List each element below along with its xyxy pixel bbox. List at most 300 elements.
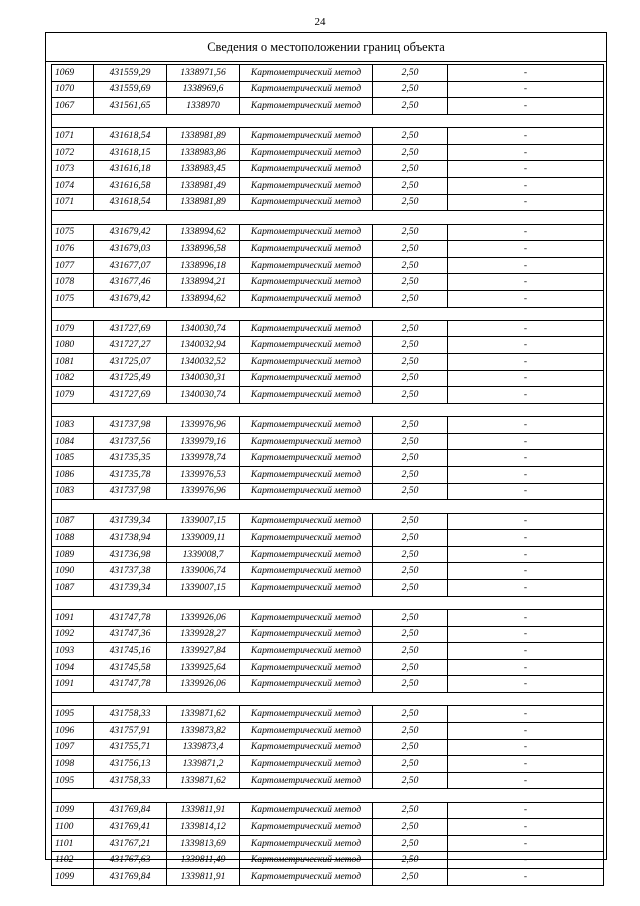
accuracy-cell: 2,50	[373, 433, 448, 450]
point-number-cell: 1093	[52, 643, 94, 660]
point-number-cell: 1090	[52, 563, 94, 580]
point-number-cell: 1094	[52, 659, 94, 676]
coord-x-cell: 431747,78	[94, 609, 167, 626]
point-number-cell: 1101	[52, 835, 94, 852]
coord-y-cell: 1339873,82	[167, 722, 240, 739]
description-cell: -	[448, 579, 604, 596]
coord-y-cell: 1339976,96	[167, 483, 240, 500]
coord-y-cell: 1339008,7	[167, 546, 240, 563]
coord-y-cell: 1340032,52	[167, 354, 240, 371]
accuracy-cell: 2,50	[373, 224, 448, 241]
coord-x-cell: 431739,34	[94, 579, 167, 596]
table-row	[52, 290, 604, 307]
coord-y-cell: 1339007,15	[167, 513, 240, 530]
coord-x-cell: 431755,71	[94, 739, 167, 756]
point-number-cell: 1091	[52, 676, 94, 693]
method-cell: Картометрический метод	[240, 852, 373, 869]
coord-y-cell: 1339873,4	[167, 739, 240, 756]
method-cell: Картометрический метод	[240, 387, 373, 404]
coord-x-cell: 431758,33	[94, 772, 167, 789]
coord-x-cell: 431737,98	[94, 483, 167, 500]
coord-y-cell: 1339871,2	[167, 756, 240, 773]
table-row	[52, 354, 604, 371]
point-number-cell: 1102	[52, 852, 94, 869]
coord-y-cell: 1340030,31	[167, 370, 240, 387]
accuracy-cell: 2,50	[373, 483, 448, 500]
point-number-cell: 1095	[52, 772, 94, 789]
group-separator-row	[52, 403, 604, 416]
description-cell: -	[448, 739, 604, 756]
separator-cell	[52, 114, 604, 127]
table-row	[52, 772, 604, 789]
accuracy-cell: 2,50	[373, 626, 448, 643]
method-cell: Картометрический метод	[240, 194, 373, 211]
point-number-cell: 1081	[52, 354, 94, 371]
separator-cell	[52, 500, 604, 513]
point-number-cell: 1095	[52, 706, 94, 723]
accuracy-cell: 2,50	[373, 337, 448, 354]
coord-y-cell: 1340030,74	[167, 320, 240, 337]
description-cell: -	[448, 354, 604, 371]
point-number-cell: 1083	[52, 483, 94, 500]
table-row	[52, 706, 604, 723]
description-cell: -	[448, 676, 604, 693]
description-cell: -	[448, 659, 604, 676]
description-cell: -	[448, 546, 604, 563]
accuracy-cell: 2,50	[373, 739, 448, 756]
description-cell: -	[448, 772, 604, 789]
accuracy-cell: 2,50	[373, 659, 448, 676]
coord-y-cell: 1338996,18	[167, 257, 240, 274]
point-number-cell: 1087	[52, 513, 94, 530]
point-number-cell: 1070	[52, 81, 94, 98]
accuracy-cell: 2,50	[373, 467, 448, 484]
table-row	[52, 852, 604, 869]
point-number-cell: 1073	[52, 161, 94, 178]
method-cell: Картометрический метод	[240, 370, 373, 387]
separator-cell	[52, 692, 604, 705]
accuracy-cell: 2,50	[373, 161, 448, 178]
coord-x-cell: 431738,94	[94, 530, 167, 547]
description-cell: -	[448, 869, 604, 886]
point-number-cell: 1096	[52, 722, 94, 739]
coord-y-cell: 1339871,62	[167, 772, 240, 789]
method-cell: Картометрический метод	[240, 579, 373, 596]
point-number-cell: 1072	[52, 144, 94, 161]
table-row	[52, 643, 604, 660]
coord-y-cell: 1338981,89	[167, 128, 240, 145]
accuracy-cell: 2,50	[373, 706, 448, 723]
description-cell: -	[448, 626, 604, 643]
point-number-cell: 1099	[52, 802, 94, 819]
coord-x-cell: 431618,54	[94, 128, 167, 145]
accuracy-cell: 2,50	[373, 772, 448, 789]
method-cell: Картометрический метод	[240, 177, 373, 194]
table-row	[52, 274, 604, 291]
description-cell: -	[448, 387, 604, 404]
method-cell: Картометрический метод	[240, 241, 373, 258]
coordinates-table-body	[52, 65, 604, 886]
accuracy-cell: 2,50	[373, 756, 448, 773]
point-number-cell: 1100	[52, 819, 94, 836]
coord-x-cell: 431679,42	[94, 224, 167, 241]
table-row	[52, 65, 604, 82]
point-number-cell: 1098	[52, 756, 94, 773]
description-cell: -	[448, 274, 604, 291]
table-row	[52, 224, 604, 241]
coord-y-cell: 1338969,6	[167, 81, 240, 98]
coord-x-cell: 431739,34	[94, 513, 167, 530]
table-row	[52, 756, 604, 773]
coord-x-cell: 431747,78	[94, 676, 167, 693]
method-cell: Картометрический метод	[240, 354, 373, 371]
coord-y-cell: 1339811,91	[167, 802, 240, 819]
description-cell: -	[448, 756, 604, 773]
table-row	[52, 450, 604, 467]
description-cell: -	[448, 819, 604, 836]
description-cell: -	[448, 852, 604, 869]
table-row	[52, 144, 604, 161]
coord-x-cell: 431725,49	[94, 370, 167, 387]
description-cell: -	[448, 450, 604, 467]
coord-x-cell: 431769,84	[94, 869, 167, 886]
table-row	[52, 257, 604, 274]
description-cell: -	[448, 433, 604, 450]
table-row	[52, 194, 604, 211]
method-cell: Картометрический метод	[240, 659, 373, 676]
table-row	[52, 676, 604, 693]
coord-y-cell: 1339007,15	[167, 579, 240, 596]
table-row	[52, 869, 604, 886]
point-number-cell: 1075	[52, 290, 94, 307]
point-number-cell: 1071	[52, 194, 94, 211]
accuracy-cell: 2,50	[373, 835, 448, 852]
coord-y-cell: 1338981,49	[167, 177, 240, 194]
accuracy-cell: 2,50	[373, 609, 448, 626]
coord-y-cell: 1338970	[167, 98, 240, 115]
coord-x-cell: 431737,56	[94, 433, 167, 450]
method-cell: Картометрический метод	[240, 161, 373, 178]
accuracy-cell: 2,50	[373, 722, 448, 739]
table-row	[52, 819, 604, 836]
point-number-cell: 1083	[52, 417, 94, 434]
description-cell: -	[448, 128, 604, 145]
coord-y-cell: 1338996,58	[167, 241, 240, 258]
method-cell: Картометрический метод	[240, 756, 373, 773]
point-number-cell: 1097	[52, 739, 94, 756]
description-cell: -	[448, 417, 604, 434]
description-cell: -	[448, 65, 604, 82]
accuracy-cell: 2,50	[373, 676, 448, 693]
accuracy-cell: 2,50	[373, 65, 448, 82]
method-cell: Картометрический метод	[240, 835, 373, 852]
table-row	[52, 722, 604, 739]
point-number-cell: 1082	[52, 370, 94, 387]
coord-x-cell: 431618,15	[94, 144, 167, 161]
coord-x-cell: 431735,78	[94, 467, 167, 484]
accuracy-cell: 2,50	[373, 98, 448, 115]
coord-x-cell: 431679,03	[94, 241, 167, 258]
description-cell: -	[448, 483, 604, 500]
method-cell: Картометрический метод	[240, 144, 373, 161]
method-cell: Картометрический метод	[240, 676, 373, 693]
description-cell: -	[448, 177, 604, 194]
method-cell: Картометрический метод	[240, 467, 373, 484]
coord-x-cell: 431677,07	[94, 257, 167, 274]
description-cell: -	[448, 643, 604, 660]
table-row	[52, 128, 604, 145]
point-number-cell: 1071	[52, 128, 94, 145]
coord-y-cell: 1339976,53	[167, 467, 240, 484]
point-number-cell: 1069	[52, 65, 94, 82]
accuracy-cell: 2,50	[373, 513, 448, 530]
method-cell: Картометрический метод	[240, 417, 373, 434]
coord-y-cell: 1340030,74	[167, 387, 240, 404]
table-row	[52, 98, 604, 115]
coord-x-cell: 431757,91	[94, 722, 167, 739]
coord-x-cell: 431559,29	[94, 65, 167, 82]
coord-x-cell: 431745,58	[94, 659, 167, 676]
coord-x-cell: 431727,27	[94, 337, 167, 354]
boundary-info-frame	[45, 32, 607, 882]
coord-y-cell: 1339811,91	[167, 869, 240, 886]
coord-x-cell: 431561,65	[94, 98, 167, 115]
coord-x-cell: 431725,07	[94, 354, 167, 371]
table-row	[52, 337, 604, 354]
point-number-cell: 1084	[52, 433, 94, 450]
table-row	[52, 513, 604, 530]
description-cell: -	[448, 563, 604, 580]
point-number-cell: 1092	[52, 626, 94, 643]
coord-x-cell: 431747,36	[94, 626, 167, 643]
table-row	[52, 467, 604, 484]
method-cell: Картометрический метод	[240, 128, 373, 145]
description-cell: -	[448, 320, 604, 337]
point-number-cell: 1089	[52, 546, 94, 563]
description-cell: -	[448, 161, 604, 178]
group-separator-row	[52, 211, 604, 224]
point-number-cell: 1078	[52, 274, 94, 291]
method-cell: Картометрический метод	[240, 530, 373, 547]
section-title: Сведения о местоположении границ объекта	[46, 33, 606, 62]
accuracy-cell: 2,50	[373, 852, 448, 869]
description-cell: -	[448, 144, 604, 161]
accuracy-cell: 2,50	[373, 177, 448, 194]
coord-y-cell: 1338971,56	[167, 65, 240, 82]
coord-x-cell: 431735,35	[94, 450, 167, 467]
method-cell: Картометрический метод	[240, 819, 373, 836]
coord-x-cell: 431727,69	[94, 387, 167, 404]
accuracy-cell: 2,50	[373, 81, 448, 98]
accuracy-cell: 2,50	[373, 320, 448, 337]
method-cell: Картометрический метод	[240, 772, 373, 789]
table-row	[52, 241, 604, 258]
coord-x-cell: 431756,13	[94, 756, 167, 773]
method-cell: Картометрический метод	[240, 224, 373, 241]
method-cell: Картометрический метод	[240, 546, 373, 563]
point-number-cell: 1088	[52, 530, 94, 547]
point-number-cell: 1079	[52, 387, 94, 404]
coordinates-table	[51, 64, 604, 886]
coord-y-cell: 1338994,62	[167, 290, 240, 307]
coord-y-cell: 1339979,16	[167, 433, 240, 450]
point-number-cell: 1076	[52, 241, 94, 258]
coord-x-cell: 431767,21	[94, 835, 167, 852]
method-cell: Картометрический метод	[240, 609, 373, 626]
point-number-cell: 1085	[52, 450, 94, 467]
accuracy-cell: 2,50	[373, 241, 448, 258]
accuracy-cell: 2,50	[373, 274, 448, 291]
accuracy-cell: 2,50	[373, 563, 448, 580]
method-cell: Картометрический метод	[240, 513, 373, 530]
description-cell: -	[448, 802, 604, 819]
point-number-cell: 1075	[52, 224, 94, 241]
table-row	[52, 370, 604, 387]
coord-y-cell: 1338981,89	[167, 194, 240, 211]
coord-x-cell: 431769,84	[94, 802, 167, 819]
coord-x-cell: 431677,46	[94, 274, 167, 291]
description-cell: -	[448, 194, 604, 211]
separator-cell	[52, 403, 604, 416]
method-cell: Картометрический метод	[240, 722, 373, 739]
description-cell: -	[448, 290, 604, 307]
table-row	[52, 417, 604, 434]
point-number-cell: 1099	[52, 869, 94, 886]
method-cell: Картометрический метод	[240, 290, 373, 307]
method-cell: Картометрический метод	[240, 81, 373, 98]
coord-y-cell: 1339928,27	[167, 626, 240, 643]
method-cell: Картометрический метод	[240, 450, 373, 467]
coord-x-cell: 431736,98	[94, 546, 167, 563]
separator-cell	[52, 211, 604, 224]
table-row	[52, 483, 604, 500]
method-cell: Картометрический метод	[240, 563, 373, 580]
table-row	[52, 81, 604, 98]
accuracy-cell: 2,50	[373, 354, 448, 371]
group-separator-row	[52, 500, 604, 513]
table-row	[52, 835, 604, 852]
accuracy-cell: 2,50	[373, 643, 448, 660]
coord-y-cell: 1339871,62	[167, 706, 240, 723]
accuracy-cell: 2,50	[373, 290, 448, 307]
point-number-cell: 1087	[52, 579, 94, 596]
method-cell: Картометрический метод	[240, 433, 373, 450]
method-cell: Картометрический метод	[240, 320, 373, 337]
separator-cell	[52, 596, 604, 609]
coord-y-cell: 1339814,12	[167, 819, 240, 836]
description-cell: -	[448, 257, 604, 274]
coord-y-cell: 1338994,21	[167, 274, 240, 291]
accuracy-cell: 2,50	[373, 194, 448, 211]
group-separator-row	[52, 114, 604, 127]
coord-y-cell: 1339811,49	[167, 852, 240, 869]
point-number-cell: 1074	[52, 177, 94, 194]
accuracy-cell: 2,50	[373, 819, 448, 836]
point-number-cell: 1067	[52, 98, 94, 115]
coord-y-cell: 1339927,84	[167, 643, 240, 660]
point-number-cell: 1079	[52, 320, 94, 337]
group-separator-row	[52, 692, 604, 705]
method-cell: Картометрический метод	[240, 626, 373, 643]
point-number-cell: 1091	[52, 609, 94, 626]
accuracy-cell: 2,50	[373, 869, 448, 886]
coord-y-cell: 1339926,06	[167, 609, 240, 626]
group-separator-row	[52, 789, 604, 802]
accuracy-cell: 2,50	[373, 530, 448, 547]
point-number-cell: 1077	[52, 257, 94, 274]
description-cell: -	[448, 98, 604, 115]
accuracy-cell: 2,50	[373, 387, 448, 404]
table-row	[52, 563, 604, 580]
coord-x-cell: 431679,42	[94, 290, 167, 307]
method-cell: Картометрический метод	[240, 98, 373, 115]
accuracy-cell: 2,50	[373, 579, 448, 596]
coord-x-cell: 431769,41	[94, 819, 167, 836]
coord-y-cell: 1339976,96	[167, 417, 240, 434]
table-row	[52, 387, 604, 404]
point-number-cell: 1080	[52, 337, 94, 354]
accuracy-cell: 2,50	[373, 257, 448, 274]
method-cell: Картометрический метод	[240, 483, 373, 500]
table-row	[52, 433, 604, 450]
table-row	[52, 609, 604, 626]
page-number: 24	[314, 16, 326, 28]
coord-y-cell: 1338983,86	[167, 144, 240, 161]
coord-y-cell: 1339926,06	[167, 676, 240, 693]
separator-cell	[52, 307, 604, 320]
method-cell: Картометрический метод	[240, 643, 373, 660]
accuracy-cell: 2,50	[373, 144, 448, 161]
coord-x-cell: 431758,33	[94, 706, 167, 723]
accuracy-cell: 2,50	[373, 370, 448, 387]
description-cell: -	[448, 722, 604, 739]
coord-x-cell: 431737,38	[94, 563, 167, 580]
description-cell: -	[448, 835, 604, 852]
method-cell: Картометрический метод	[240, 706, 373, 723]
coord-y-cell: 1340032,94	[167, 337, 240, 354]
description-cell: -	[448, 370, 604, 387]
method-cell: Картометрический метод	[240, 65, 373, 82]
description-cell: -	[448, 530, 604, 547]
coord-x-cell: 431767,63	[94, 852, 167, 869]
table-row	[52, 659, 604, 676]
table-row	[52, 161, 604, 178]
description-cell: -	[448, 81, 604, 98]
method-cell: Картометрический метод	[240, 869, 373, 886]
separator-cell	[52, 789, 604, 802]
coord-y-cell: 1338994,62	[167, 224, 240, 241]
coord-y-cell: 1339813,69	[167, 835, 240, 852]
coord-y-cell: 1338983,45	[167, 161, 240, 178]
point-number-cell: 1086	[52, 467, 94, 484]
table-row	[52, 739, 604, 756]
description-cell: -	[448, 337, 604, 354]
coord-x-cell: 431559,69	[94, 81, 167, 98]
coord-y-cell: 1339006,74	[167, 563, 240, 580]
table-row	[52, 177, 604, 194]
accuracy-cell: 2,50	[373, 128, 448, 145]
table-row	[52, 626, 604, 643]
accuracy-cell: 2,50	[373, 450, 448, 467]
coord-x-cell: 431616,58	[94, 177, 167, 194]
coord-x-cell: 431616,18	[94, 161, 167, 178]
description-cell: -	[448, 241, 604, 258]
table-row	[52, 546, 604, 563]
method-cell: Картометрический метод	[240, 257, 373, 274]
coord-x-cell: 431618,54	[94, 194, 167, 211]
description-cell: -	[448, 706, 604, 723]
description-cell: -	[448, 609, 604, 626]
